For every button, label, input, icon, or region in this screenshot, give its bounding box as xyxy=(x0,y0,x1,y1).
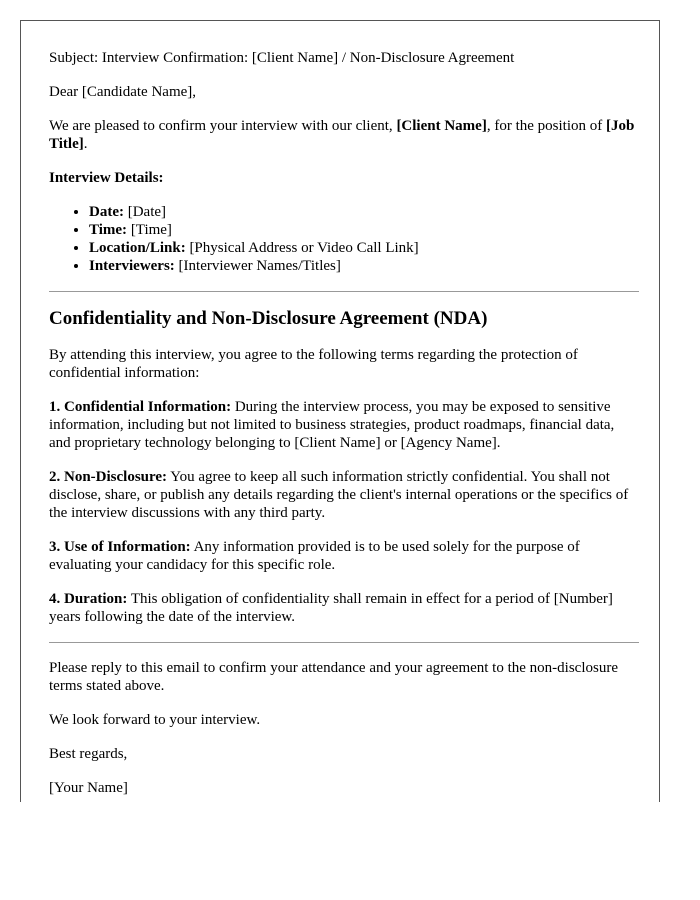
email-body xyxy=(49,49,639,797)
section-divider xyxy=(49,642,639,643)
intro-text-3: . xyxy=(83,136,88,152)
detail-date: • Date: [Date] xyxy=(89,203,639,221)
email-document xyxy=(20,20,660,802)
intro-text-1: We are pleased to confirm your interview with our client, xyxy=(49,118,397,134)
section-divider xyxy=(49,291,639,292)
term-non-disclosure: 2. Non-Disclosure: You agree to keep all such information strictly confidential. You shall not disclose, share, or publish any details regarding the client's internal operations or the specifics of the interview discussions with any third party. xyxy=(49,469,629,521)
intro-text-2: , for the position of xyxy=(486,118,606,134)
intro-job-title: [Job Title] xyxy=(49,118,635,152)
email-subject: Subject: Interview Confirmation: [Client Name] / Non-Disclosure Agreement xyxy=(49,50,515,66)
intro-client-name: [Client Name] xyxy=(396,118,487,134)
nda-heading: Confidentiality and Non-Disclosure Agreement (NDA) xyxy=(49,308,488,329)
interview-details-heading: Interview Details: xyxy=(49,170,164,186)
intro-paragraph xyxy=(49,117,639,153)
signature: [Your Name] xyxy=(49,780,128,796)
term-use-of-information: 3. Use of Information: Any information provided is to be used solely for the purpose of evaluating your candidacy for this specific role. xyxy=(49,539,580,573)
term-confidential-information: 1. Confidential Information: During the interview process, you may be exposed to sensitive information, including but not limited to business strategies, product roadmaps, financial data, and proprietary technology belonging to [Client Name] or [Agency Name]. xyxy=(49,399,615,451)
look-forward: We look forward to your interview. xyxy=(49,712,261,728)
interview-details-list xyxy=(49,203,639,275)
term-duration: 4. Duration: This obligation of confidentiality shall remain in effect for a period of [Number] years following the date of the interview. xyxy=(49,591,613,625)
detail-time: • Time: [Time] xyxy=(89,221,639,239)
detail-location: • Location/Link: [Physical Address or Video Call Link] xyxy=(89,239,639,257)
reply-request: Please reply to this email to confirm your attendance and your agreement to the non-disclosure terms stated above. xyxy=(49,660,618,694)
greeting: Dear [Candidate Name], xyxy=(49,84,197,100)
detail-interviewers: • Interviewers: [Interviewer Names/Titles] xyxy=(89,257,639,275)
nda-intro: By attending this interview, you agree to the following terms regarding the protection of confidential information: xyxy=(49,347,578,381)
closing: Best regards, xyxy=(49,746,128,762)
